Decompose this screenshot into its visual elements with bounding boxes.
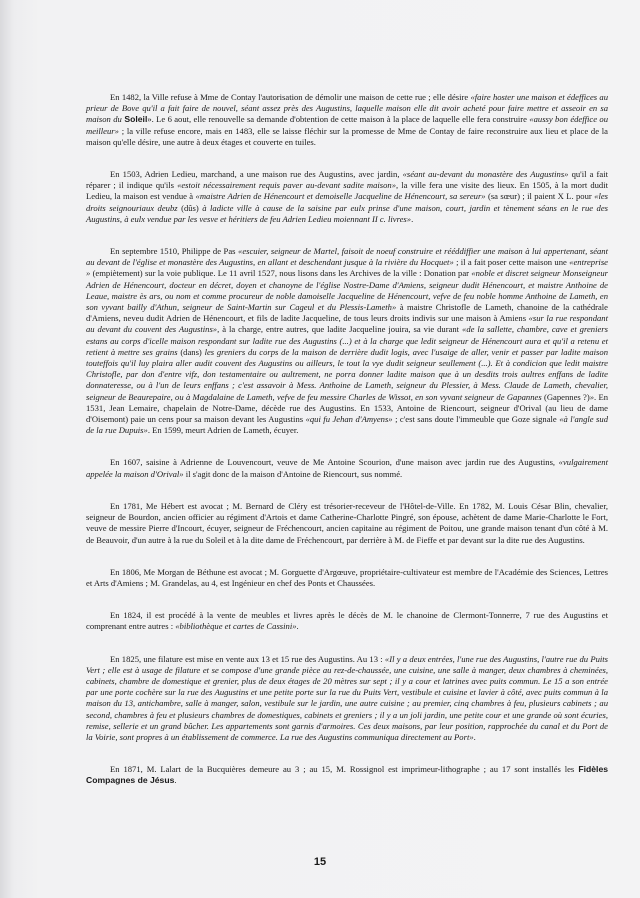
paragraph-text: ». Le 6 aout, elle renouvelle sa demande d'obtention de cette maison à la place de laquelle elle fera construire bbox=[147, 114, 530, 125]
paragraph-text: «maistre Adrien de Hénencourt et demoiselle Jacqueline de Hénencourt, sa sereur» bbox=[195, 191, 486, 202]
paragraph-text: En 1825, une filature est mise en vente aux 13 et 15 rue des Augustins. Au 13 : bbox=[110, 653, 385, 664]
paragraph-text: ; c'est sans doute l'immeuble que Goze signale bbox=[392, 414, 560, 425]
paragraph-text: «sur la rue respondant au devant du couvent des Augustins» bbox=[86, 313, 608, 335]
paragraph-text: En 1503, Adrien Ledieu, marchand, a une maison rue des Augustins, avec jardin, bbox=[110, 169, 403, 180]
paragraph-text: «vulgairement appelée la maison d'Orival» bbox=[86, 457, 608, 479]
paragraph-text: , la ville fera une visite des lieux. En 1505, à la mort dudit Ledieu, la maison est vendue à bbox=[86, 180, 608, 202]
paragraph-text: , à la charge, entre autres, que ladite Jacqueline jouira, sa vie durant bbox=[217, 324, 463, 335]
paragraph-text: . bbox=[174, 775, 177, 786]
paragraph-text: Soleil bbox=[121, 114, 148, 125]
paragraph-text: les greniers du corps de la maison de derrière dudit logis, avec l'usaige de aller, venir et passer par ladite maison touteffois qu'il luy plaira aller audit couvent des Augustins ou ailleurs, le tout la vye dudit seigneur seullement (...). Et à condicion que ledit maistre Christofle, par don d'entre vifz, don testamentaire ou aultrement, ne porra donner ladite maison que à un desdits trois aultres enffans de ladite donnateresse, ou à l'un de leurs enffans ; c'est assavoir à Mess. Anthoine de Lameth, seigneur du Plessier, à Mess. Claude de Lameth, chevalier, seigneur de Beaurepaire, ou à Magdalaine de Lameth, vefve de feu messire Charles de Wissot, en son vyvant seigneur de Gapannes bbox=[86, 346, 608, 402]
paragraph-text: En 1781, Me Hébert est avocat ; M. Bernard de Cléry est trésorier-receveur de l'Hôtel-de-Ville. En 1782, M. Louis César Blin, chevalier, seigneur de Bourdon, ancien officier au régiment d'Artois et dame Catherine-Charlotte Pingré, son épouse, achètent de dame Marie-Charlotte le Fort, veuve de messire Pierre d'Incourt, écuyer, seigneur de Fréchencourt, ancien capitaine au régiment de Poitou, une grande maison tenant d'un côté à M. de Beauvoir, d'un autre à la rue du Soleil et à la dite dame de Fréchencourt, par derrière à M. de Fieffe et par devant sur la dite rue des Augustins. bbox=[86, 500, 608, 545]
page-body bbox=[86, 92, 608, 808]
paragraph-text: . bbox=[473, 731, 476, 742]
paragraph-text: «estoit nécessairement requis paver au-devant sadite maison» bbox=[177, 180, 397, 191]
paragraph bbox=[86, 457, 608, 479]
paragraph bbox=[86, 610, 608, 632]
paragraph-text: En 1871, M. Lalart de la Bucquières demeure au 3 ; au 15, M. Rossignol est imprimeur-lithographe ; au 17 sont installés les bbox=[110, 764, 575, 775]
paragraph-text: «bibliothèque et cartes de Cassini» bbox=[175, 621, 297, 632]
paragraph-text: (dans) bbox=[177, 346, 205, 357]
paragraph-text: » bbox=[589, 391, 594, 402]
paragraph-text: . En 1531, Jean Lemaire, chapelain de Notre-Dame, décède rue des Augustins. En 1533, Antoine de Riencourt, seigneur d'Orival (au lieu de dame d'Oisemont) paie un cens pour sa maison devant les Augustins bbox=[86, 391, 608, 425]
paragraph-text: (sa sœur) ; il paient X L. pour bbox=[485, 191, 595, 202]
paragraph bbox=[86, 169, 608, 225]
paragraph bbox=[86, 246, 608, 436]
paragraph-text: En 1607, saisine à Adrienne de Louvencourt, veuve de Me Antoine Scourion, d'une maison avec jardin rue des Augustins, bbox=[110, 457, 559, 468]
paragraph-text: (empiètement) sur la voie publique. Le 11 avril 1527, nous lisons dans les Archives de la ville : Donation par bbox=[90, 268, 472, 279]
paragraph-text: . bbox=[296, 621, 299, 632]
paragraph-text: «séant au-devant du monastère des Augustins» bbox=[402, 169, 569, 180]
paragraph-text: En 1482, la Ville refuse à Mme de Contay l'autorisation de démolir une maison de cette rue ; elle désire bbox=[110, 92, 471, 102]
paragraph-text: En septembre 1510, Philippe de Pas bbox=[110, 246, 239, 257]
paragraph-text: ; il a fait poser cette maison une bbox=[453, 257, 570, 268]
paragraph-text: . En 1599, meurt Adrien de Lameth, écuyer. bbox=[147, 425, 299, 436]
paragraph-text: . bbox=[411, 213, 414, 224]
paragraph-text: Fidèles Compagnes de Jésus bbox=[86, 764, 609, 786]
paragraph bbox=[86, 501, 608, 546]
paragraph-text: qu'il a fait réparer ; il indique qu'ils bbox=[86, 169, 608, 191]
paragraph-text: (Gapennes ?) bbox=[541, 391, 590, 402]
paragraph-text: «de la sallette, chambre, cave et greniers estans au corps d'icelle maison respondant sur ladite rue des Augustins (...) et à la charge que ledit seigneur de Hénencourt aura et qu'il a retenu et retient à mettre ses grains bbox=[86, 324, 608, 357]
paragraph-text: «escuier, seigneur de Martel, faisoit de noeuf construire et rééddiffier une maison à lui appertenant, séant au devant de l'église et monastère des Augustins, en allant et deschendant jusque à la rivière du Hocquet» bbox=[86, 246, 608, 268]
paragraph-text: il s'agit donc de la maison d'Antoine de Riencourt, sus nommé. bbox=[183, 468, 403, 479]
paragraph-text: «faire hoster une maison et édeffices au prieur de Bove qu'il a fait faire de nouvel, séant assez près des Augustins, laquelle maison elle dit avoir acheté pour faire mettre et asseoir en sa maison du bbox=[86, 92, 608, 125]
paragraph-text: En 1806, Me Morgan de Béthune est avocat ; M. Gorguette d'Argœuve, propriétaire-cultivateur est membre de l'Académie des Sciences, Lettres et Arts d'Amiens ; M. Grandelas, au 4, est Ingénieur en chef des Ponts et Chaussées. bbox=[86, 566, 608, 588]
paragraph-text: «qui fu Jehan d'Amyens» bbox=[305, 414, 393, 425]
paragraph-text: «entreprise bbox=[569, 257, 608, 268]
paragraph-text: (dûs) bbox=[177, 202, 203, 213]
paragraph-text: à maistre Christofle de Lameth, chanoine de la cathédrale d'Amiens, neveu dudit Adrien de Hénencourt, et fils de ladite Jacqueline, de tous leurs droits indivis sur une maison à Amiens bbox=[86, 302, 608, 324]
paragraph-text: «Il y a deux entrées, l'une rue des Augustins, l'autre rue du Puits Vert ; elle est à usage de filature et se compose d'une grande pièce au rez-de-chaussée, une cuisine, une salle à manger, deux chambres à cheminées, cabinets, chambre de domestique et grenier, plus de deux étages de 20 mètres sur sept ; il y a cour et latrines avec puits commun. Le 15 a son entrée par une porte cochère sur la rue des Augustins et une petite porte sur la rue du Puits Vert, vestibule et cuisine et lavier à côté, avec puits commun à la maison du 13, antichambre, salle à manger, salon, vestibule sur le jardin, une autre cuisine ; au premier, cinq chambres à feu, plusieurs cabinets ; au second, chambres à feu et plusieurs chambres de domestiques, cabinets et greniers ; il y a un joli jardin, une petite cour et une grande où sont écuries, remise, sellerie et un grand bûcher. Les appartements sont garnis d'armoires. Ces deux maisons, par leur position, rapprochée du canal et du Port de la Voirie, sont propres à un établissement de commerce. La rue des Augustins communiqua directement au Port» bbox=[86, 653, 608, 742]
paragraph bbox=[86, 567, 608, 589]
paragraph-text: » bbox=[86, 268, 91, 279]
paragraph bbox=[86, 92, 608, 148]
paragraph-text: «les droits seignouriaux deubz bbox=[86, 191, 608, 213]
paragraph bbox=[86, 764, 608, 786]
paragraph bbox=[86, 654, 608, 744]
paragraph-text: En 1824, il est procédé à la vente de meubles et livres après le décès de M. le chanoine de Clermont-Tonnerre, 7 rue des Augustins et comprenant entre autres : bbox=[86, 610, 608, 632]
page-number: 15 bbox=[313, 856, 327, 868]
paragraph-text: à ladicte ville à cause de la saisine par eulx prinse d'une maison, court, jardin et tènement séans en le rue des Augustins, à eulx vendue par les vesve et héritiers de feu Adrien Ledieu moiennant II c. livres» bbox=[86, 202, 608, 224]
paragraph-text: «aussy bon édeffice ou meilleur» bbox=[86, 114, 608, 136]
paragraph-text: «à l'angle sud de la rue Dupuis» bbox=[86, 414, 608, 436]
paragraph-text: «noble et discret seigneur Monseigneur Adrien de Hénencourt, docteur en décret, doyen et chanoyne de l'église Nostre-Dame d'Amiens, seigneur dudit Hénencourt, et maistre Anthoine de Leaue, maistre ès ars, ou nom et comme procureur de noble damoiselle Jacqueline de Hénencourt, vefve de feu noble homme Anthoine de Lameth, en son vyvant bailly d'Athun, seigneur de Saint-Martin sur Cageul et du Plessis-Lameth» bbox=[86, 268, 608, 313]
paragraph-text: ; la ville refuse encore, mais en 1483, elle se laisse fléchir sur la promesse de Mme de Contay de faire reconstruire aux lieu et place de la maison qu'elle désire, une autre à deux étages et couverte en tuiles. bbox=[86, 125, 608, 147]
